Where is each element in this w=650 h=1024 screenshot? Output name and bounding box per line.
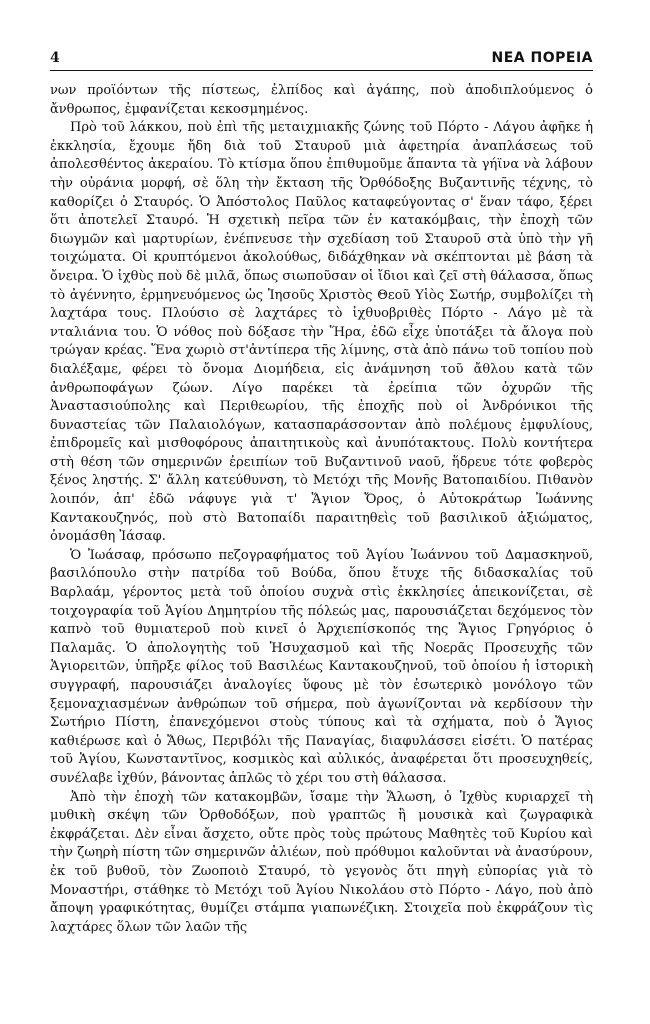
paragraph: Ὁ Ἰωάσαφ, πρόσωπο πεζογραφήματος τοῦ Ἁγίου Ἰωάννου τοῦ Δαμασκηνοῦ, βασιλόπουλο στὴν πατρίδα τοῦ Βούδα, ὅπου ἔτυχε τῆς διδασκαλίας τοῦ Βαρλαάμ, γέροντος μετὰ τοῦ ὁποίου συχνὰ στὶς ἐκκλησίες ἀπεικονίζεται, σὲ τοιχογραφία τοῦ Ἁγίου Δημητρίου τῆς πόλεώς μας, παρουσιάζεται δεχόμενος τὸν καπνὸ τοῦ θυμιατεροῦ ποὺ κινεῖ ὁ Ἀρχιεπίσκοπός της Ἅγιος Γρηγόριος ὁ Παλαμᾶς. Ὁ ἀπολογητὴς τοῦ Ἡσυχασμοῦ καὶ τῆς Νοερᾶς Προσευχῆς τῶν Ἁγιορειτῶν, ὑπῆρξε φίλος τοῦ Βασιλέως Καντακουζηνοῦ, τοῦ ὁποίου ἡ ἱστορικὴ συγγραφή, παρουσιάζει ἀναλογίες ὕφους μὲ τὸν ἐσωτερικὸ μονόλογο τῶν ξεμοναχιασμένων ἀνθρώπων τοῦ σήμερα, ποὺ ἀγωνίζονται νὰ κερδίσουν τὴν Σωτήριο Πίστη, ἐπανεχόμενοι στοὺς τύπους καὶ τὰ σχήματα, ποὺ ὁ Ἅγιος καθιέρωσε καὶ ὁ Ἄθως, Περιβόλι τῆς Παναγίας, διαφυλάσσει εἰσέτι. Ὁ πατέρας τοῦ Ἁγίου, Κωνσταντῖνος, κοσμικὸς καὶ αὐλικός, ἀναφέρεται ὅτι προσευχηθείς, συνέλαβε ἰχθύν, βάνοντας ἁπλῶς τὸ χέρι του στὴ θάλασσα. [50, 547, 593, 786]
page-header [50, 50, 593, 71]
running-title: ΝΕΑ ΠΟΡΕΙΑ [491, 50, 593, 66]
body-text [50, 82, 593, 937]
page-number: 4 [50, 50, 60, 66]
paragraph-continued: νων προϊόντων τῆς πίστεως, ἐλπίδος καὶ ἀγάπης, ποὺ ἀποδιπλούμενος ὁ ἄνθρωπος, ἐμφανίζεται κεκοσμημένος. [50, 83, 593, 117]
paragraph: Πρὸ τοῦ λάκκου, ποὺ ἐπὶ τῆς μεταιχμιακῆς ζώνης τοῦ Πόρτο - Λάγου ἀφῆκε ἡ ἐκκλησία, ἔχουμε ἤδη διὰ τοῦ Σταυροῦ μιὰ ἀφετηρία ἀναπλάσεως τοῦ ἀπολεσθέντος ἀκεραίου. Τὸ κτίσμα ὅπου ἐπιθυμοῦμε ἅπαντα τὰ γήϊνα νὰ λάβουν τὴν οὐράνια μορφή, σὲ ὅλη τὴν ἔκταση τῆς Ὀρθόδοξης Βυζαντινῆς τέχνης, τὸ καθορίζει ὁ Σταυρός. Ὁ Ἀπόστολος Παῦλος καταφεύγοντας σ' ἕναν τάφο, ξέρει ὅτι ἀποτελεῖ Σταυρό. Ἡ σχετικὴ πεῖρα τῶν ἐν κατακόμβαις, τὴν ἐποχὴ τῶν διωγμῶν καὶ μαρτυρίων, ἐνέπνευσε τὴν σχεδίαση τοῦ Σταυροῦ στὰ ὑπὸ τὴν γῆ τοιχώματα. Οἱ κρυπτόμενοι ἀκολούθως, διδάχθηκαν νὰ σκέπτονται μὲ βάση τὰ ὄνειρα. Ὁ ἰχθὺς ποὺ δὲ μιλᾶ, ὅπως σιωποῦσαν οἱ ἴδιοι καὶ ζεῖ στὴ θάλασσα, ὅπως τὸ ἀγέννητο, ἑρμηνευόμενος ὡς Ἰησοῦς Χριστὸς Θεοῦ Υἱὸς Σωτήρ, συμβολίζει τὴ λαχτάρα τους. Πλούσιο σὲ λαχτάρες τὸ ἰχθυοβριθὲς Πόρτο - Λάγο μὲ τὰ νταλιάνια του. Ὁ νόθος ποὺ δόξασε τὴν Ἥρα, ἐδῶ εἶχε ὑποτάξει τὰ ἄλογα ποὺ τρώγαν κρέας. Ἕνα χωριὸ στ'ἀντίπερα τῆς λίμνης, στὰ ἀπὸ πάνω τοῦ τοπίου ποὺ διαλέξαμε, φέρει τὸ ὄνομα Διομήδεια, εἰς ἀνάμνηση τοῦ ἄθλου κατὰ τῶν ἀνθρωποφάγων ζώων. Λίγο παρέκει τὰ ἐρείπια τῶν ὀχυρῶν τῆς Ἀναστασιούπολης καὶ Περιθεωρίου, τῆς ἐποχῆς ποὺ οἱ Ἀνδρόνικοι τῆς δυναστείας τῶν Παλαιολόγων, κατασπαράσσονταν ἀπὸ πολέμους ἐμφυλίους, ἐπιδρομεῖς καὶ μισθοφόρους ἀπαιτητικοὺς καὶ ἀνυπότακτους. Πολὺ κοντήτερα στὴ θέση τῶν σημερινῶν ἐρειπίων τοῦ Βυζαντινοῦ ναοῦ, ἥδρευε τότε φοβερὸς ξένος ληστής. Σ' ἄλλη κατεύθυνση, τὸ Μετόχι τῆς Μονῆς Βατοπαιδίου. Πιθανὸν λοιπόν, ἀπ' ἐδῶ νάφυγε γιὰ τ' Ἅγιον Ὄρος, ὁ Αὐτοκράτωρ Ἰωάννης Καντακουζηνός, ποὺ στὸ Βατοπαίδι παραιτηθεὶς τοῦ βασιλικοῦ ἀξιώματος, ὀνομάσθη Ἰάσαφ. [50, 120, 593, 545]
paragraph: Ἀπὸ τὴν ἐποχὴ τῶν κατακομβῶν, ἴσαμε τὴν Ἅλωση, ὁ Ἰχθὺς κυριαρχεῖ τὴ μυθικὴ σκέψη τῶν Ὀρθοδόξων, ποὺ γραπτῶς ἢ μουσικὰ καὶ ζωγραφικὰ ἐκφράζεται. Δὲν εἶναι ἄσχετο, οὔτε πρὸς τοὺς πρώτους Μαθητὲς τοῦ Κυρίου καὶ τὴν ζωηρὴ πίστη τῶν σημερινῶν ἁλιέων, ποὺ πρόθυμοι καλοῦνται νὰ ἀνασύρουν, ἐκ τοῦ βυθοῦ, τὸν Ζωοποιὸ Σταυρό, τὸ γεγονὸς ὅτι πηγὴ εὐπορίας γιὰ τὸ Μοναστήρι, στάθηκε τὸ Μετόχι τοῦ Ἁγίου Νικολάου στὸ Πόρτο - Λάγο, ποὺ ἀπὸ ἄποψη γραφικότητας, θυμίζει στάμπα γιαπωνέζικη. Στοιχεῖα ποὺ ἐκφράζουν τὶς λαχτάρες ὅλων τῶν λαῶν τῆς [50, 789, 593, 935]
